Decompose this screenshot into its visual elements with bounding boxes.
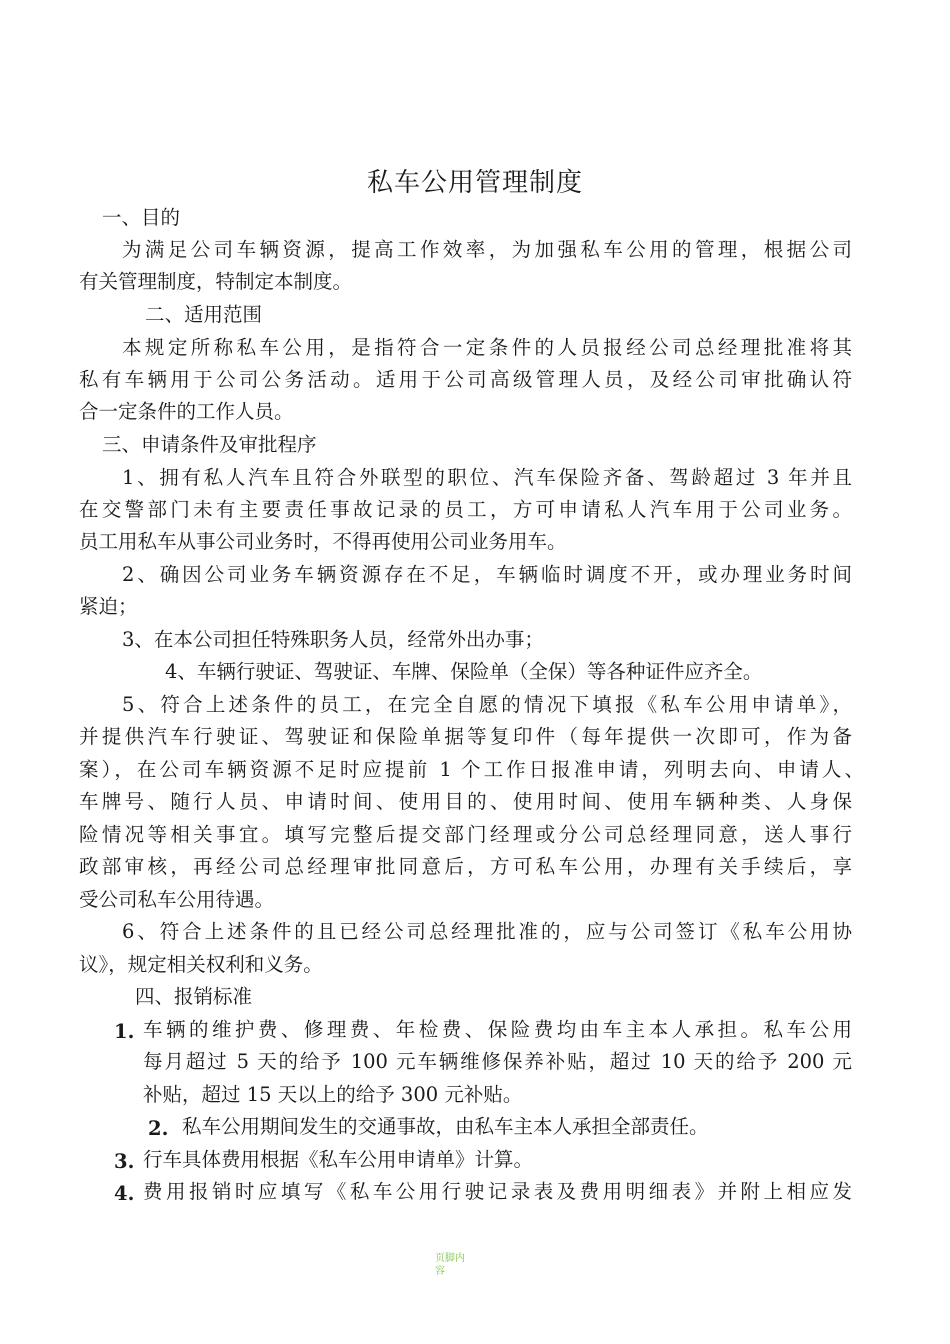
page-footer <box>435 1252 475 1278</box>
list-item-line: 每月超过 5 天的给予 100 元车辆维修保养补贴，超过 10 天的给予 200 元 <box>143 1050 852 1073</box>
list-item-line: 私车公用期间发生的交通事故，由私车主本人承担全部责任。 <box>182 1115 709 1138</box>
paragraph-line: 私有车辆用于公司公务活动。适用于公司高级管理人员，及经公司审批确认符 <box>79 368 852 391</box>
list-number: 4. <box>114 1182 135 1205</box>
list-number: 2. <box>148 1117 169 1140</box>
list-item-line: 紧迫； <box>79 595 138 618</box>
list-item-line: 政部审核，再经公司总经理审批同意后，方可私车公用，办理有关手续后，享 <box>79 855 852 878</box>
paragraph-line: 合一定条件的工作人员。 <box>79 400 294 423</box>
section-heading-purpose: 一、目的 <box>102 206 181 229</box>
list-item-line: 车牌号、随行人员、申请时间、使用目的、使用时间、使用车辆种类、人身保 <box>79 790 852 813</box>
list-item-line: 在交警部门未有主要责任事故记录的员工，方可申请私人汽车用于公司业务。 <box>79 498 852 521</box>
list-item-line: 受公司私车公用待遇。 <box>79 888 275 911</box>
list-item-line: 车辆的维护费、修理费、年检费、保险费均由车主本人承担。私车公用 <box>143 1018 852 1041</box>
list-number: 3. <box>114 1150 135 1173</box>
list-item-line: 5、符合上述条件的员工，在完全自愿的情况下填报《私车公用申请单》， <box>122 693 852 716</box>
list-item-line: 1、拥有私人汽车且符合外联型的职位、汽车保险齐备、驾龄超过 3 年并且 <box>122 466 852 489</box>
footer-line: 页脚内 <box>435 1253 465 1264</box>
list-number: 1. <box>114 1020 135 1043</box>
section-heading-reimbursement: 四、报销标准 <box>135 985 253 1008</box>
list-item-line: 2、确因公司业务车辆资源存在不足，车辆临时调度不开，或办理业务时间 <box>122 563 852 586</box>
footer-line: 容 <box>435 1266 445 1277</box>
list-item-line: 险情况等相关事宜。填写完整后提交部门经理或分公司总经理同意，送人事行 <box>79 823 852 846</box>
section-heading-scope: 二、适用范围 <box>145 303 263 326</box>
page-title: 私车公用管理制度 <box>366 168 583 198</box>
paragraph-line: 本规定所称私车公用，是指符合一定条件的人员报经公司总经理批准将其 <box>122 336 852 359</box>
list-item-line: 费用报销时应填写《私车公用行驶记录表及费用明细表》并附上相应发 <box>143 1180 852 1203</box>
list-item-line: 案），在公司车辆资源不足时应提前 1 个工作日报准申请，列明去向、申请人、 <box>79 758 864 781</box>
list-item-line: 补贴，超过 15 天以上的给予 300 元补贴。 <box>143 1083 523 1106</box>
paragraph-line: 有关管理制度，特制定本制度。 <box>79 270 353 293</box>
list-item-line: 议》，规定相关权利和义务。 <box>79 953 323 976</box>
paragraph-line: 为满足公司车辆资源，提高工作效率，为加强私车公用的管理，根据公司 <box>122 238 852 261</box>
list-item-line: 4、车辆行驶证、驾驶证、车牌、保险单（全保）等各种证件应齐全。 <box>165 660 763 683</box>
list-item-line: 并提供汽车行驶证、驾驶证和保险单据等复印件（每年提供一次即可，作为备 <box>79 725 852 748</box>
list-item-line: 行车具体费用根据《私车公用申请单》计算。 <box>143 1148 534 1171</box>
list-item-line: 3、在本公司担任特殊职务人员，经常外出办事； <box>122 628 544 651</box>
section-heading-conditions: 三、申请条件及审批程序 <box>102 433 317 456</box>
list-item-line: 员工用私车从事公司业务时，不得再使用公司业务用车。 <box>79 530 567 553</box>
list-item-line: 6、符合上述条件的且已经公司总经理批准的，应与公司签订《私车公用协 <box>122 920 852 943</box>
